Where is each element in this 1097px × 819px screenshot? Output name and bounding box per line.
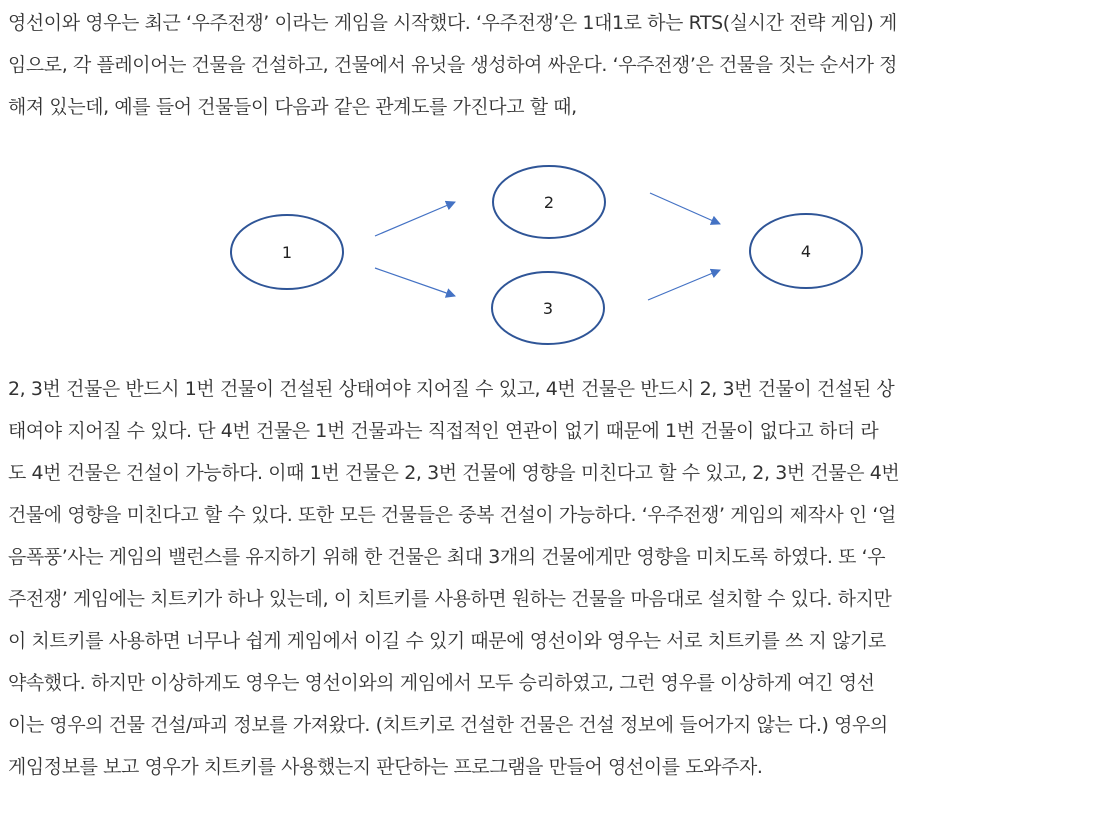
edge-1-2-arrow bbox=[375, 202, 455, 236]
node-3-label: 3 bbox=[542, 299, 554, 318]
edge-3-4-arrow bbox=[648, 270, 720, 300]
text-line: 임으로, 각 플레이어는 건물을 건설하고, 건물에서 유닛을 생성하여 싸운다. ‘우주전쟁’은 건물을 짓는 순서가 정 bbox=[8, 54, 898, 76]
node-3 bbox=[492, 272, 604, 344]
text-line: 2, 3번 건물은 반드시 1번 건물이 건설된 상태여야 지어질 수 있고, 4번 건물은 반드시 2, 3번 건물이 건설된 상 bbox=[8, 378, 895, 400]
intro-paragraph bbox=[8, 2, 1093, 128]
edge-1-3-arrow bbox=[375, 268, 455, 296]
text-line: 이는 영우의 건물 건설/파괴 정보를 가져왔다. (치트키로 건설한 건물은 건설 정보에 들어가지 않는 다.) 영우의 bbox=[8, 714, 888, 736]
text-line: 주전쟁’ 게임에는 치트키가 하나 있는데, 이 치트키를 사용하면 원하는 건물을 마음대로 설치할 수 있다. 하지만 bbox=[8, 588, 892, 610]
text-line: 영선이와 영우는 최근 ‘우주전쟁’ 이라는 게임을 시작했다. ‘우주전쟁’은 1대1로 하는 RTS(실시간 전략 게임) 게 bbox=[8, 12, 897, 34]
text-line: 약속했다. 하지만 이상하게도 영우는 영선이와의 게임에서 모두 승리하였고, 그런 영우를 이상하게 여긴 영선 bbox=[8, 672, 875, 694]
building-dependency-diagram bbox=[0, 150, 1097, 360]
text-line: 도 4번 건물은 건설이 가능하다. 이때 1번 건물은 2, 3번 건물에 영향을 미친다고 할 수 있고, 2, 3번 건물은 4번 bbox=[8, 462, 900, 484]
rules-paragraph bbox=[8, 368, 1093, 788]
node-4 bbox=[750, 214, 862, 288]
node-4-label: 4 bbox=[800, 242, 812, 261]
node-1 bbox=[231, 215, 343, 289]
text-line: 해져 있는데, 예를 들어 건물들이 다음과 같은 관계도를 가진다고 할 때, bbox=[8, 96, 577, 118]
text-line: 음폭풍’사는 게임의 밸런스를 유지하기 위해 한 건물은 최대 3개의 건물에게만 영향을 미치도록 하였다. 또 ‘우 bbox=[8, 546, 886, 568]
node-1-label: 1 bbox=[281, 243, 293, 262]
text-line: 건물에 영향을 미친다고 할 수 있다. 또한 모든 건물들은 중복 건설이 가능하다. ‘우주전쟁’ 게임의 제작사 인 ‘얼 bbox=[8, 504, 896, 526]
text-line: 게임정보를 보고 영우가 치트키를 사용했는지 판단하는 프로그램을 만들어 영선이를 도와주자. bbox=[8, 756, 763, 778]
text-line: 태여야 지어질 수 있다. 단 4번 건물은 1번 건물과는 직접적인 연관이 없기 때문에 1번 건물이 없다고 하더 라 bbox=[8, 420, 879, 442]
node-2 bbox=[493, 166, 605, 238]
node-2-label: 2 bbox=[543, 193, 555, 212]
text-line: 이 치트키를 사용하면 너무나 쉽게 게임에서 이길 수 있기 때문에 영선이와 영우는 서로 치트키를 쓰 지 않기로 bbox=[8, 630, 886, 652]
edge-2-4-arrow bbox=[650, 193, 720, 224]
